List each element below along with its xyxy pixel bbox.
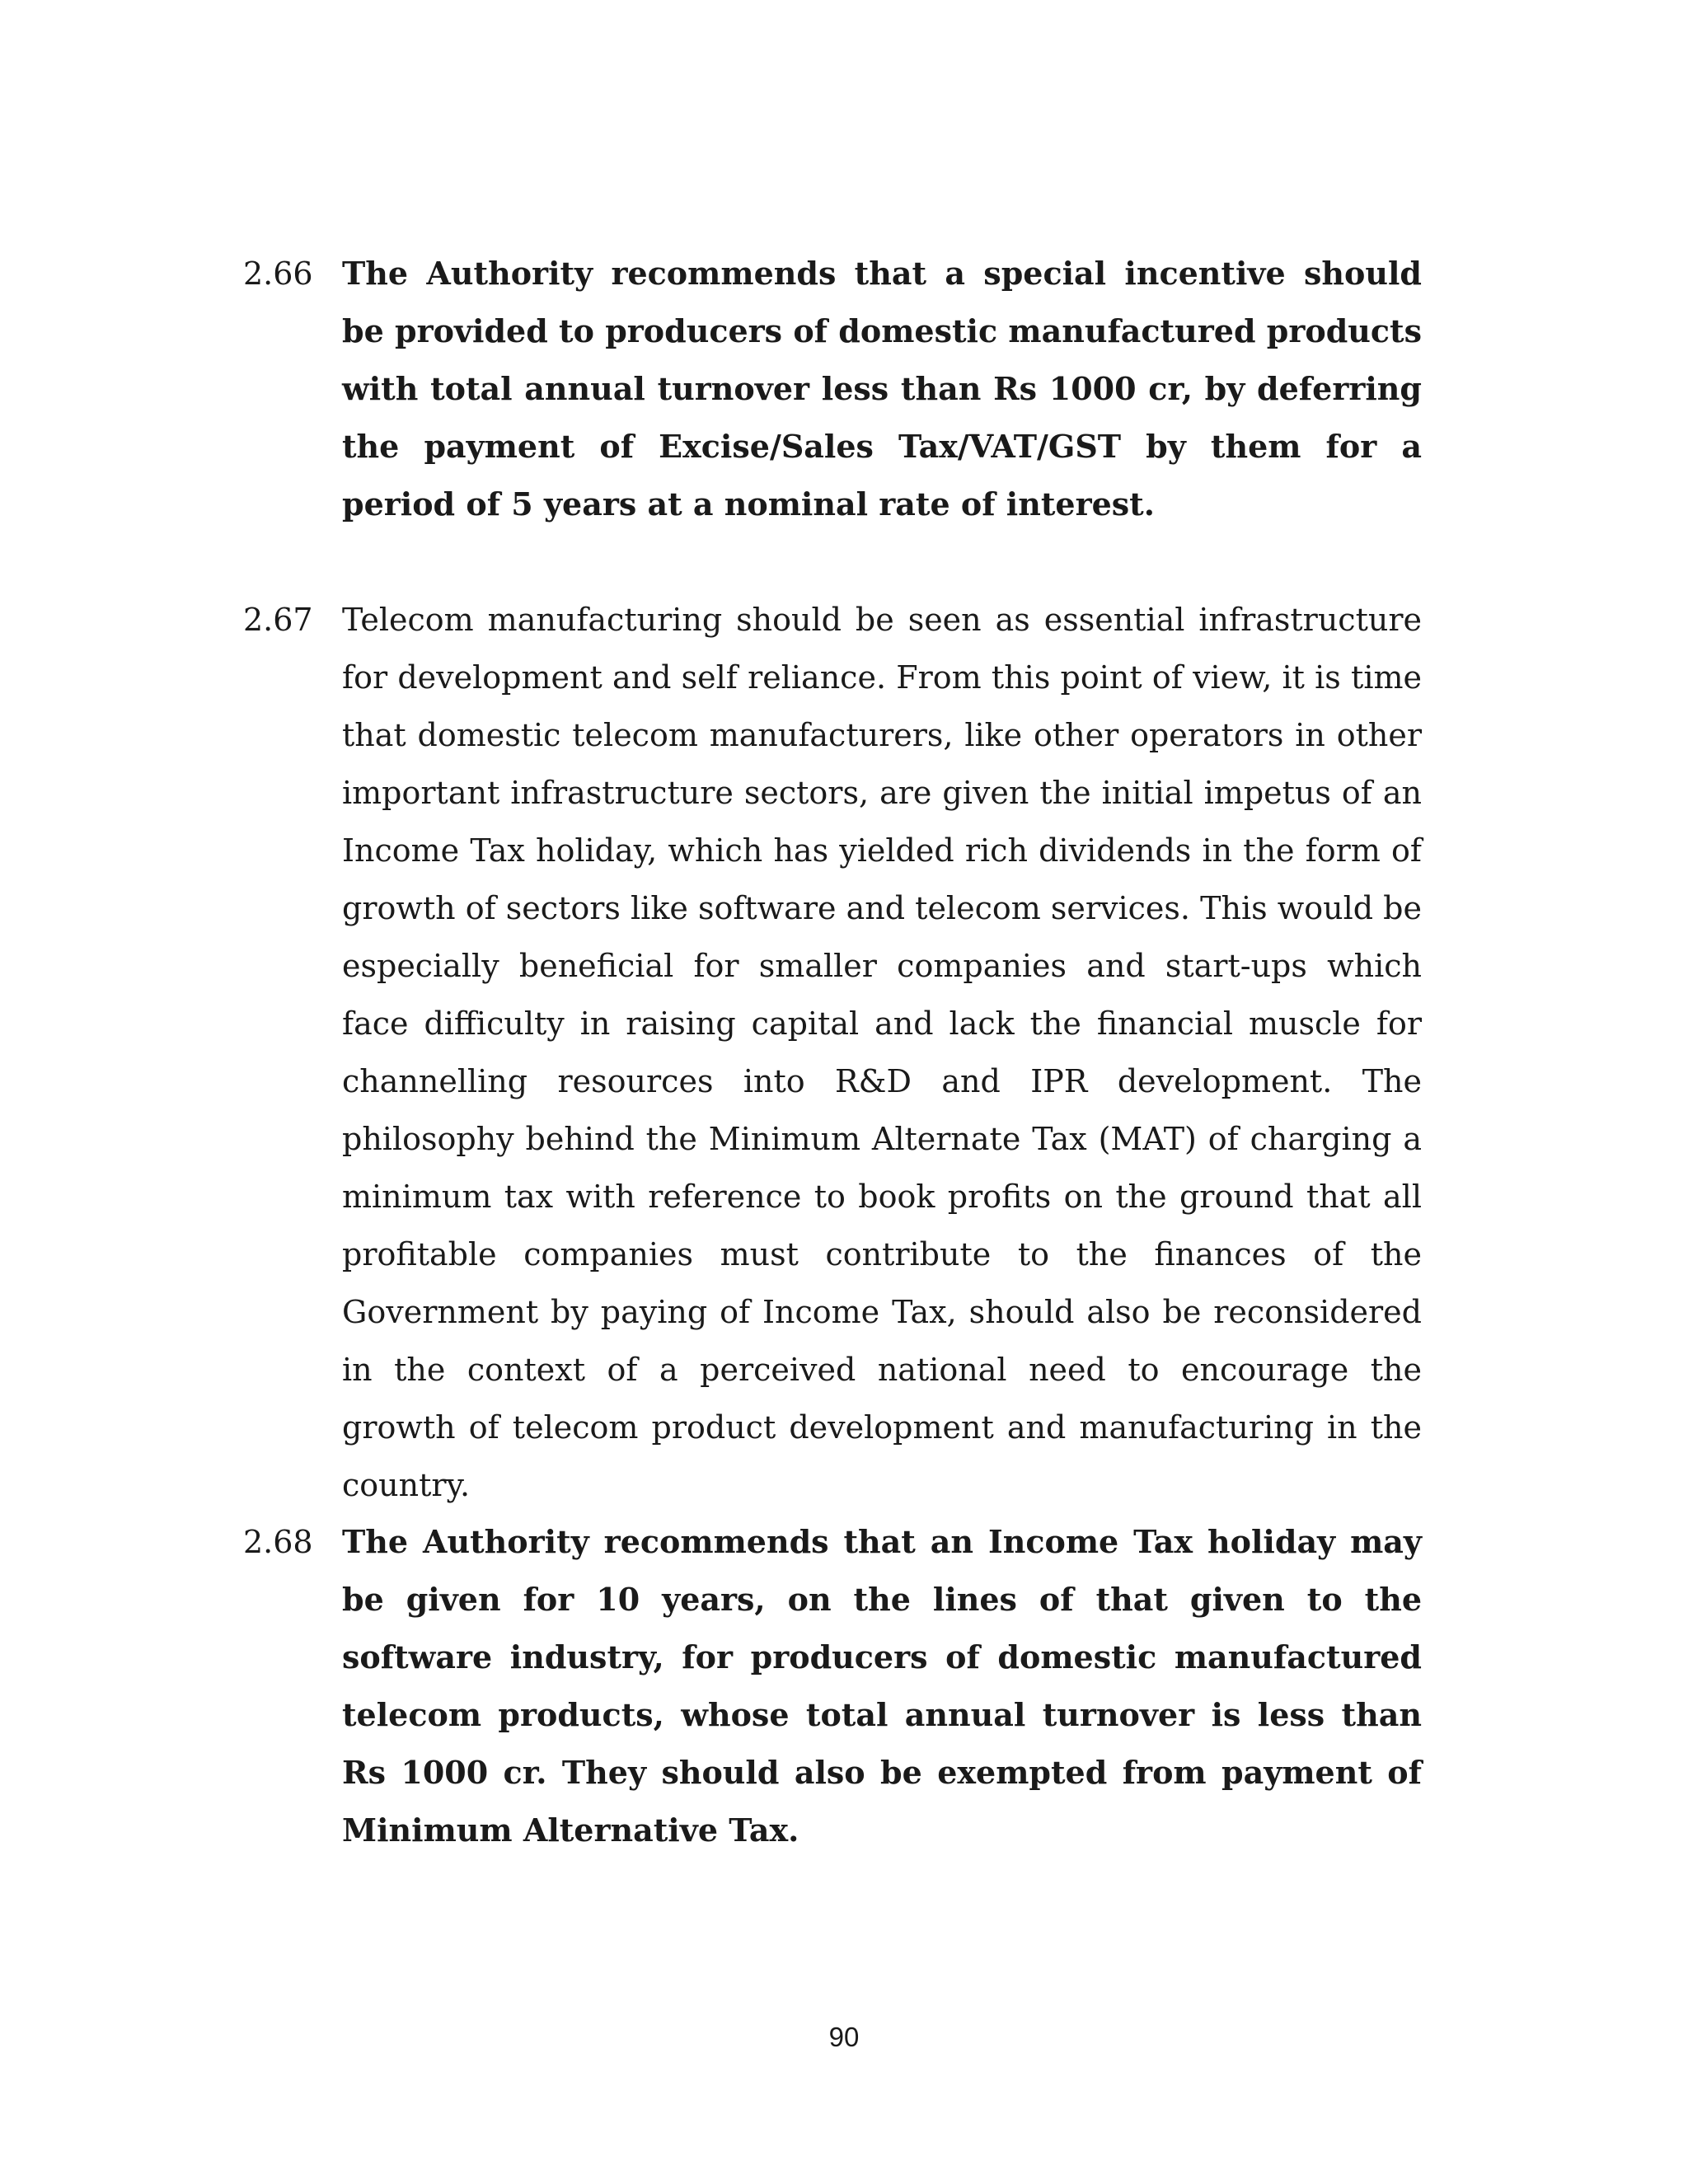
paragraph-2-66-recommendation (243, 245, 1422, 533)
paragraph-2-67 (243, 591, 1422, 1514)
paragraph-text: Telecom manufacturing should be seen as essential infrastructure for development and self reliance. From this point of view, it is time that domestic telecom manufacturers, like other operators in other important infrastructure sectors, are given the initial impetus of an Income Tax holiday, which has yielded rich dividends in the form of growth of sectors like software and telecom services. This would be especially beneficial for smaller companies and start-ups which face difficulty in raising capital and lack the financial muscle for channelling resources into R&D and IPR development. The philosophy behind the Minimum Alternate Tax (MAT) of charging a minimum tax with reference to book profits on the ground that all profitable companies must contribute to the finances of the Government by paying of Income Tax, should also be reconsidered in the context of a perceived national need to encourage the growth of telecom product development and manufacturing in the country. (342, 602, 1422, 1503)
page-number: 90 (828, 2022, 860, 2052)
paragraph-number: 2.68 (243, 1524, 313, 1560)
paragraph-number: 2.66 (243, 255, 313, 292)
paragraph-text: The Authority recommends that a special incentive should be provided to producers of domestic manufactured products with total annual turnover less than Rs 1000 cr, by deferring the payment of Excise/Sales Tax/VAT/GST by them for a period of 5 years at a nominal rate of interest. (342, 255, 1422, 523)
paragraph-number: 2.67 (243, 602, 313, 638)
paragraph-text: The Authority recommends that an Income Tax holiday may be given for 10 years, on the lines of that given to the software industry, for producers of domestic manufactured telecom products, whose total annual turnover is less than Rs 1000 cr. They should also be exempted from payment of Minimum Alternative Tax. (342, 1523, 1422, 1849)
paragraph-2-68-recommendation (243, 1513, 1422, 1859)
